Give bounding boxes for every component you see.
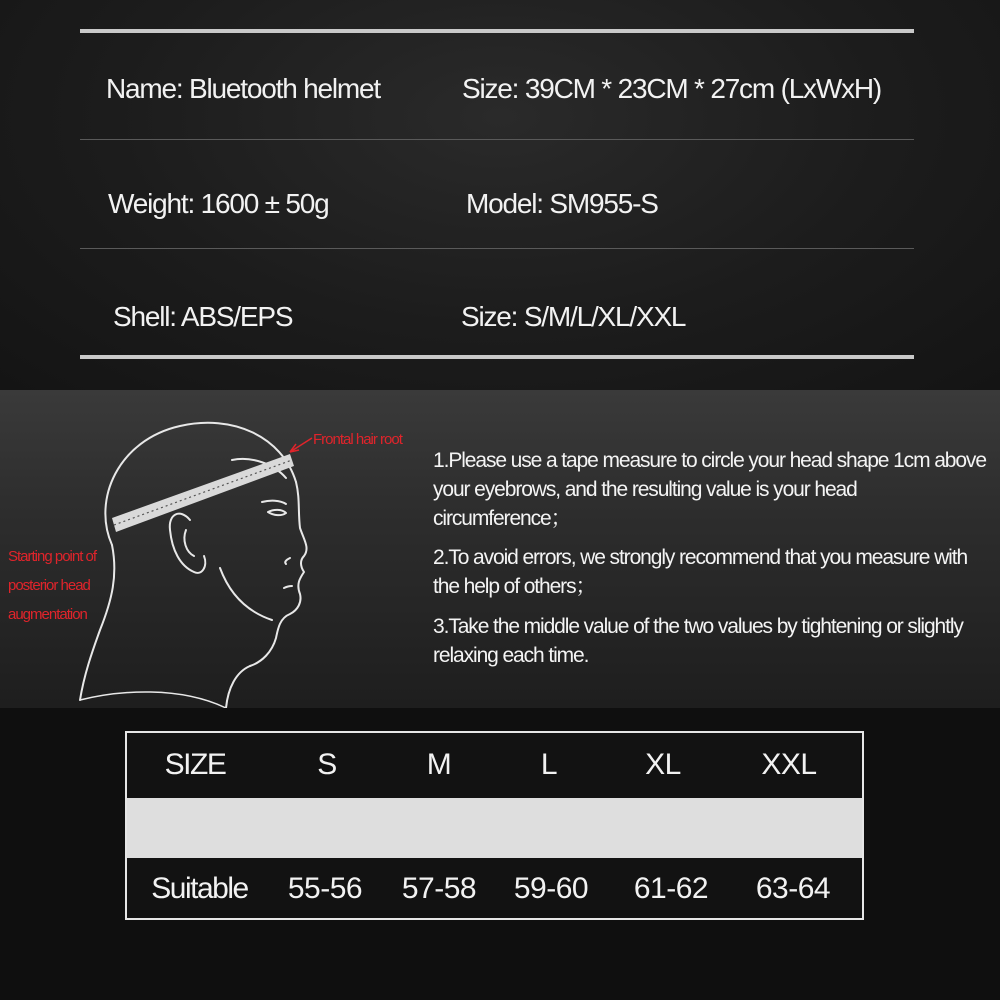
size-table-header-row	[127, 733, 862, 796]
neck-front	[226, 666, 250, 708]
size-value-m: 57-58	[401, 872, 477, 905]
tape-measure	[112, 454, 294, 532]
size-table-band	[127, 798, 862, 858]
spec-sizes: Size: S/M/L/XL/XXL	[461, 301, 686, 332]
spec-model: Model: SM955-S	[466, 188, 658, 219]
suitable-label: Suitable	[151, 872, 248, 905]
spec-shell: Shell: ABS/EPS	[113, 301, 293, 332]
size-value-xl: 61-62	[633, 872, 709, 905]
top-rule	[80, 29, 914, 33]
size-value-xxl: 63-64	[755, 872, 831, 905]
instruction-1: 1.Please use a tape measure to circle your head shape 1cm above your eyebrows, and the resulting value is your head circumference；	[433, 449, 986, 530]
divider	[80, 248, 914, 249]
bottom-rule	[80, 355, 914, 359]
specs-section	[0, 0, 1000, 390]
head-outline	[105, 423, 296, 545]
size-table-values-row	[127, 860, 862, 918]
posterior-label-line: augmentation	[8, 606, 87, 623]
size-value-s: 55-56	[287, 872, 363, 905]
instruction-3: 3.Take the middle value of the two values by tightening or slightly relaxing each time.	[433, 615, 963, 667]
frontal-hair-root-label: Frontal hair root	[313, 431, 402, 448]
size-header-xl: XL	[645, 747, 681, 781]
size-header-xxl: XXL	[761, 747, 817, 781]
size-table	[125, 731, 864, 920]
spec-weight: Weight: 1600 ± 50g	[108, 188, 329, 219]
size-header-s: S	[317, 747, 337, 781]
size-value-l: 59-60	[513, 872, 589, 905]
spec-name: Name: Bluetooth helmet	[106, 73, 380, 104]
posterior-label-line: Starting point of	[8, 548, 97, 565]
size-header-l: L	[540, 747, 558, 781]
size-header-m: M	[426, 747, 452, 781]
spec-dimensions: Size: 39CM * 23CM * 27cm (LxWxH)	[462, 73, 882, 104]
divider	[80, 139, 914, 140]
size-header-label: SIZE	[164, 747, 226, 781]
instruction-2: 2.To avoid errors, we strongly recommend that you measure with the help of others；	[433, 546, 968, 598]
posterior-label-line: posterior head	[8, 577, 90, 594]
measure-section	[0, 390, 1000, 708]
